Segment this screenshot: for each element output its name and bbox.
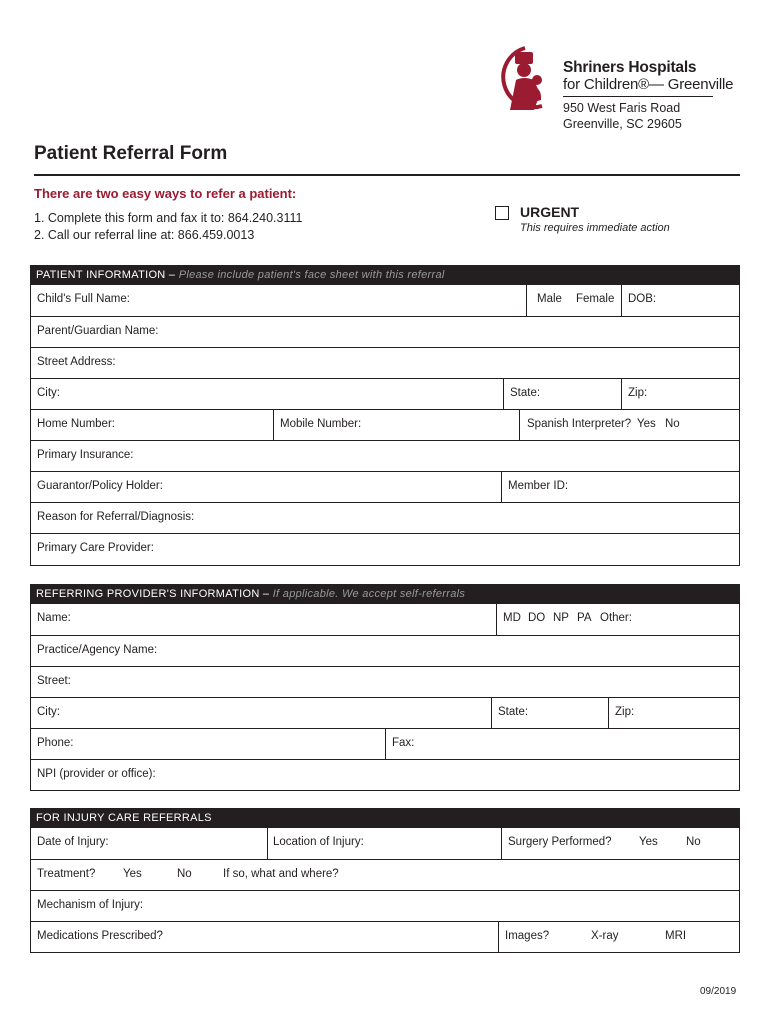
urgent-note: This requires immediate action xyxy=(520,222,670,234)
page-title: Patient Referral Form xyxy=(34,143,228,164)
form-row[interactable] xyxy=(31,666,739,698)
fax-label: Fax: xyxy=(392,737,415,749)
patient-section-title: PATIENT INFORMATION xyxy=(36,269,166,281)
treatment-no-option[interactable]: No xyxy=(177,868,192,880)
injury-location-cell[interactable] xyxy=(267,828,502,859)
form-row xyxy=(31,921,739,953)
images-mri-option[interactable]: MRI xyxy=(665,930,687,942)
intro-step-1: 1. Complete this form and fax it to: 864.240.3111 xyxy=(34,211,303,225)
patient-section-header: PATIENT INFORMATION – Please include patient's face sheet with this referral xyxy=(30,265,740,285)
title-divider xyxy=(34,174,740,176)
surgery-yes-option[interactable]: Yes xyxy=(639,836,658,848)
member-id-cell[interactable] xyxy=(501,472,740,503)
form-row[interactable] xyxy=(31,440,739,472)
form-row[interactable] xyxy=(31,347,739,379)
insurance-label: Primary Insurance: xyxy=(37,449,134,461)
mechanism-label: Mechanism of Injury: xyxy=(37,899,144,911)
state-label: State: xyxy=(510,387,541,399)
credential-other-option[interactable]: Other: xyxy=(600,612,632,624)
phone-label: Phone: xyxy=(37,737,74,749)
form-row xyxy=(31,697,739,729)
interpreter-label: Spanish Interpreter? xyxy=(527,418,632,430)
credential-pa-option[interactable]: PA xyxy=(577,612,592,624)
sex-female-option[interactable]: Female xyxy=(576,293,615,305)
patient-section-note: Please include patient's face sheet with this referral xyxy=(178,269,445,281)
images-cell xyxy=(498,922,740,953)
provider-state-label: State: xyxy=(498,706,529,718)
provider-state-cell[interactable] xyxy=(491,698,609,729)
org-subtitle: for Children®— Greenville xyxy=(563,76,734,93)
provider-city-label: City: xyxy=(37,706,60,718)
form-row xyxy=(31,285,739,316)
revision-date: 09/2019 xyxy=(700,986,737,997)
patient-section xyxy=(30,285,740,566)
form-row[interactable] xyxy=(31,759,739,791)
form-row xyxy=(31,471,739,503)
form-row xyxy=(31,409,739,441)
npi-label: NPI (provider or office): xyxy=(37,768,156,780)
treatment-yes-option[interactable]: Yes xyxy=(123,868,142,880)
city-label: City: xyxy=(37,387,60,399)
form-row[interactable] xyxy=(31,316,739,348)
provider-section-note: If applicable. We accept self-referrals xyxy=(272,588,466,600)
interpreter-yes-option[interactable]: Yes xyxy=(637,418,656,430)
images-label: Images? xyxy=(505,930,550,942)
credential-do-option[interactable]: DO xyxy=(528,612,546,624)
form-row xyxy=(31,859,739,891)
state-cell[interactable] xyxy=(503,379,622,410)
credential-md-option[interactable]: MD xyxy=(503,612,521,624)
street-label: Street Address: xyxy=(37,356,116,368)
injury-location-label: Location of Injury: xyxy=(273,836,364,848)
form-row xyxy=(31,604,739,635)
dob-cell[interactable] xyxy=(621,285,740,316)
brand-divider xyxy=(563,96,713,97)
guarantor-label: Guarantor/Policy Holder: xyxy=(37,480,163,492)
intro-step-2: 2. Call our referral line at: 866.459.0013 xyxy=(34,228,255,242)
surgery-label: Surgery Performed? xyxy=(508,836,612,848)
provider-section-title: REFERRING PROVIDER'S INFORMATION xyxy=(36,588,260,600)
form-row[interactable] xyxy=(31,890,739,922)
provider-name-label: Name: xyxy=(37,612,71,624)
interpreter-no-option[interactable]: No xyxy=(665,418,680,430)
urgent-checkbox[interactable] xyxy=(495,206,509,220)
provider-section-header: REFERRING PROVIDER'S INFORMATION – If applicable. We accept self-referrals xyxy=(30,584,740,604)
mobile-number-label: Mobile Number: xyxy=(280,418,362,430)
surgery-no-option[interactable]: No xyxy=(686,836,701,848)
form-row xyxy=(31,378,739,410)
mobile-cell[interactable] xyxy=(273,410,519,441)
sex-cell[interactable] xyxy=(526,285,622,316)
form-row[interactable] xyxy=(31,502,739,534)
shriners-logo xyxy=(494,44,556,116)
images-xray-option[interactable]: X-ray xyxy=(591,930,619,942)
guardian-label: Parent/Guardian Name: xyxy=(37,325,159,337)
form-row[interactable] xyxy=(31,533,739,565)
address-line-2: Greenville, SC 29605 xyxy=(563,117,682,131)
credential-cell xyxy=(496,604,740,635)
treatment-details-label: If so, what and where? xyxy=(223,868,339,880)
home-number-label: Home Number: xyxy=(37,418,115,430)
child-name-label: Child's Full Name: xyxy=(37,293,130,305)
interpreter-cell xyxy=(519,410,740,441)
dob-label: DOB: xyxy=(628,293,657,305)
form-row xyxy=(31,828,739,859)
practice-label: Practice/Agency Name: xyxy=(37,644,158,656)
provider-street-label: Street: xyxy=(37,675,71,687)
form-row xyxy=(31,728,739,760)
provider-section xyxy=(30,604,740,791)
address-line-1: 950 West Faris Road xyxy=(563,101,681,115)
zip-label: Zip: xyxy=(628,387,648,399)
org-name: Shriners Hospitals xyxy=(563,59,697,76)
injury-section-title: FOR INJURY CARE REFERRALS xyxy=(36,812,212,824)
sex-male-option[interactable]: Male xyxy=(537,293,562,305)
pcp-label: Primary Care Provider: xyxy=(37,542,154,554)
credential-np-option[interactable]: NP xyxy=(553,612,569,624)
zip-cell[interactable] xyxy=(621,379,740,410)
surgery-cell xyxy=(501,828,740,859)
medications-label: Medications Prescribed? xyxy=(37,930,163,942)
urgent-label: URGENT xyxy=(520,204,580,220)
injury-section-header xyxy=(30,808,740,828)
intro-heading: There are two easy ways to refer a patient: xyxy=(34,186,297,201)
injury-date-label: Date of Injury: xyxy=(37,836,109,848)
member-id-label: Member ID: xyxy=(508,480,569,492)
provider-zip-cell[interactable] xyxy=(608,698,740,729)
reason-label: Reason for Referral/Diagnosis: xyxy=(37,511,195,523)
form-row[interactable] xyxy=(31,635,739,667)
provider-zip-label: Zip: xyxy=(615,706,635,718)
treatment-label: Treatment? xyxy=(37,868,96,880)
fax-cell[interactable] xyxy=(385,729,740,760)
injury-section xyxy=(30,828,740,953)
